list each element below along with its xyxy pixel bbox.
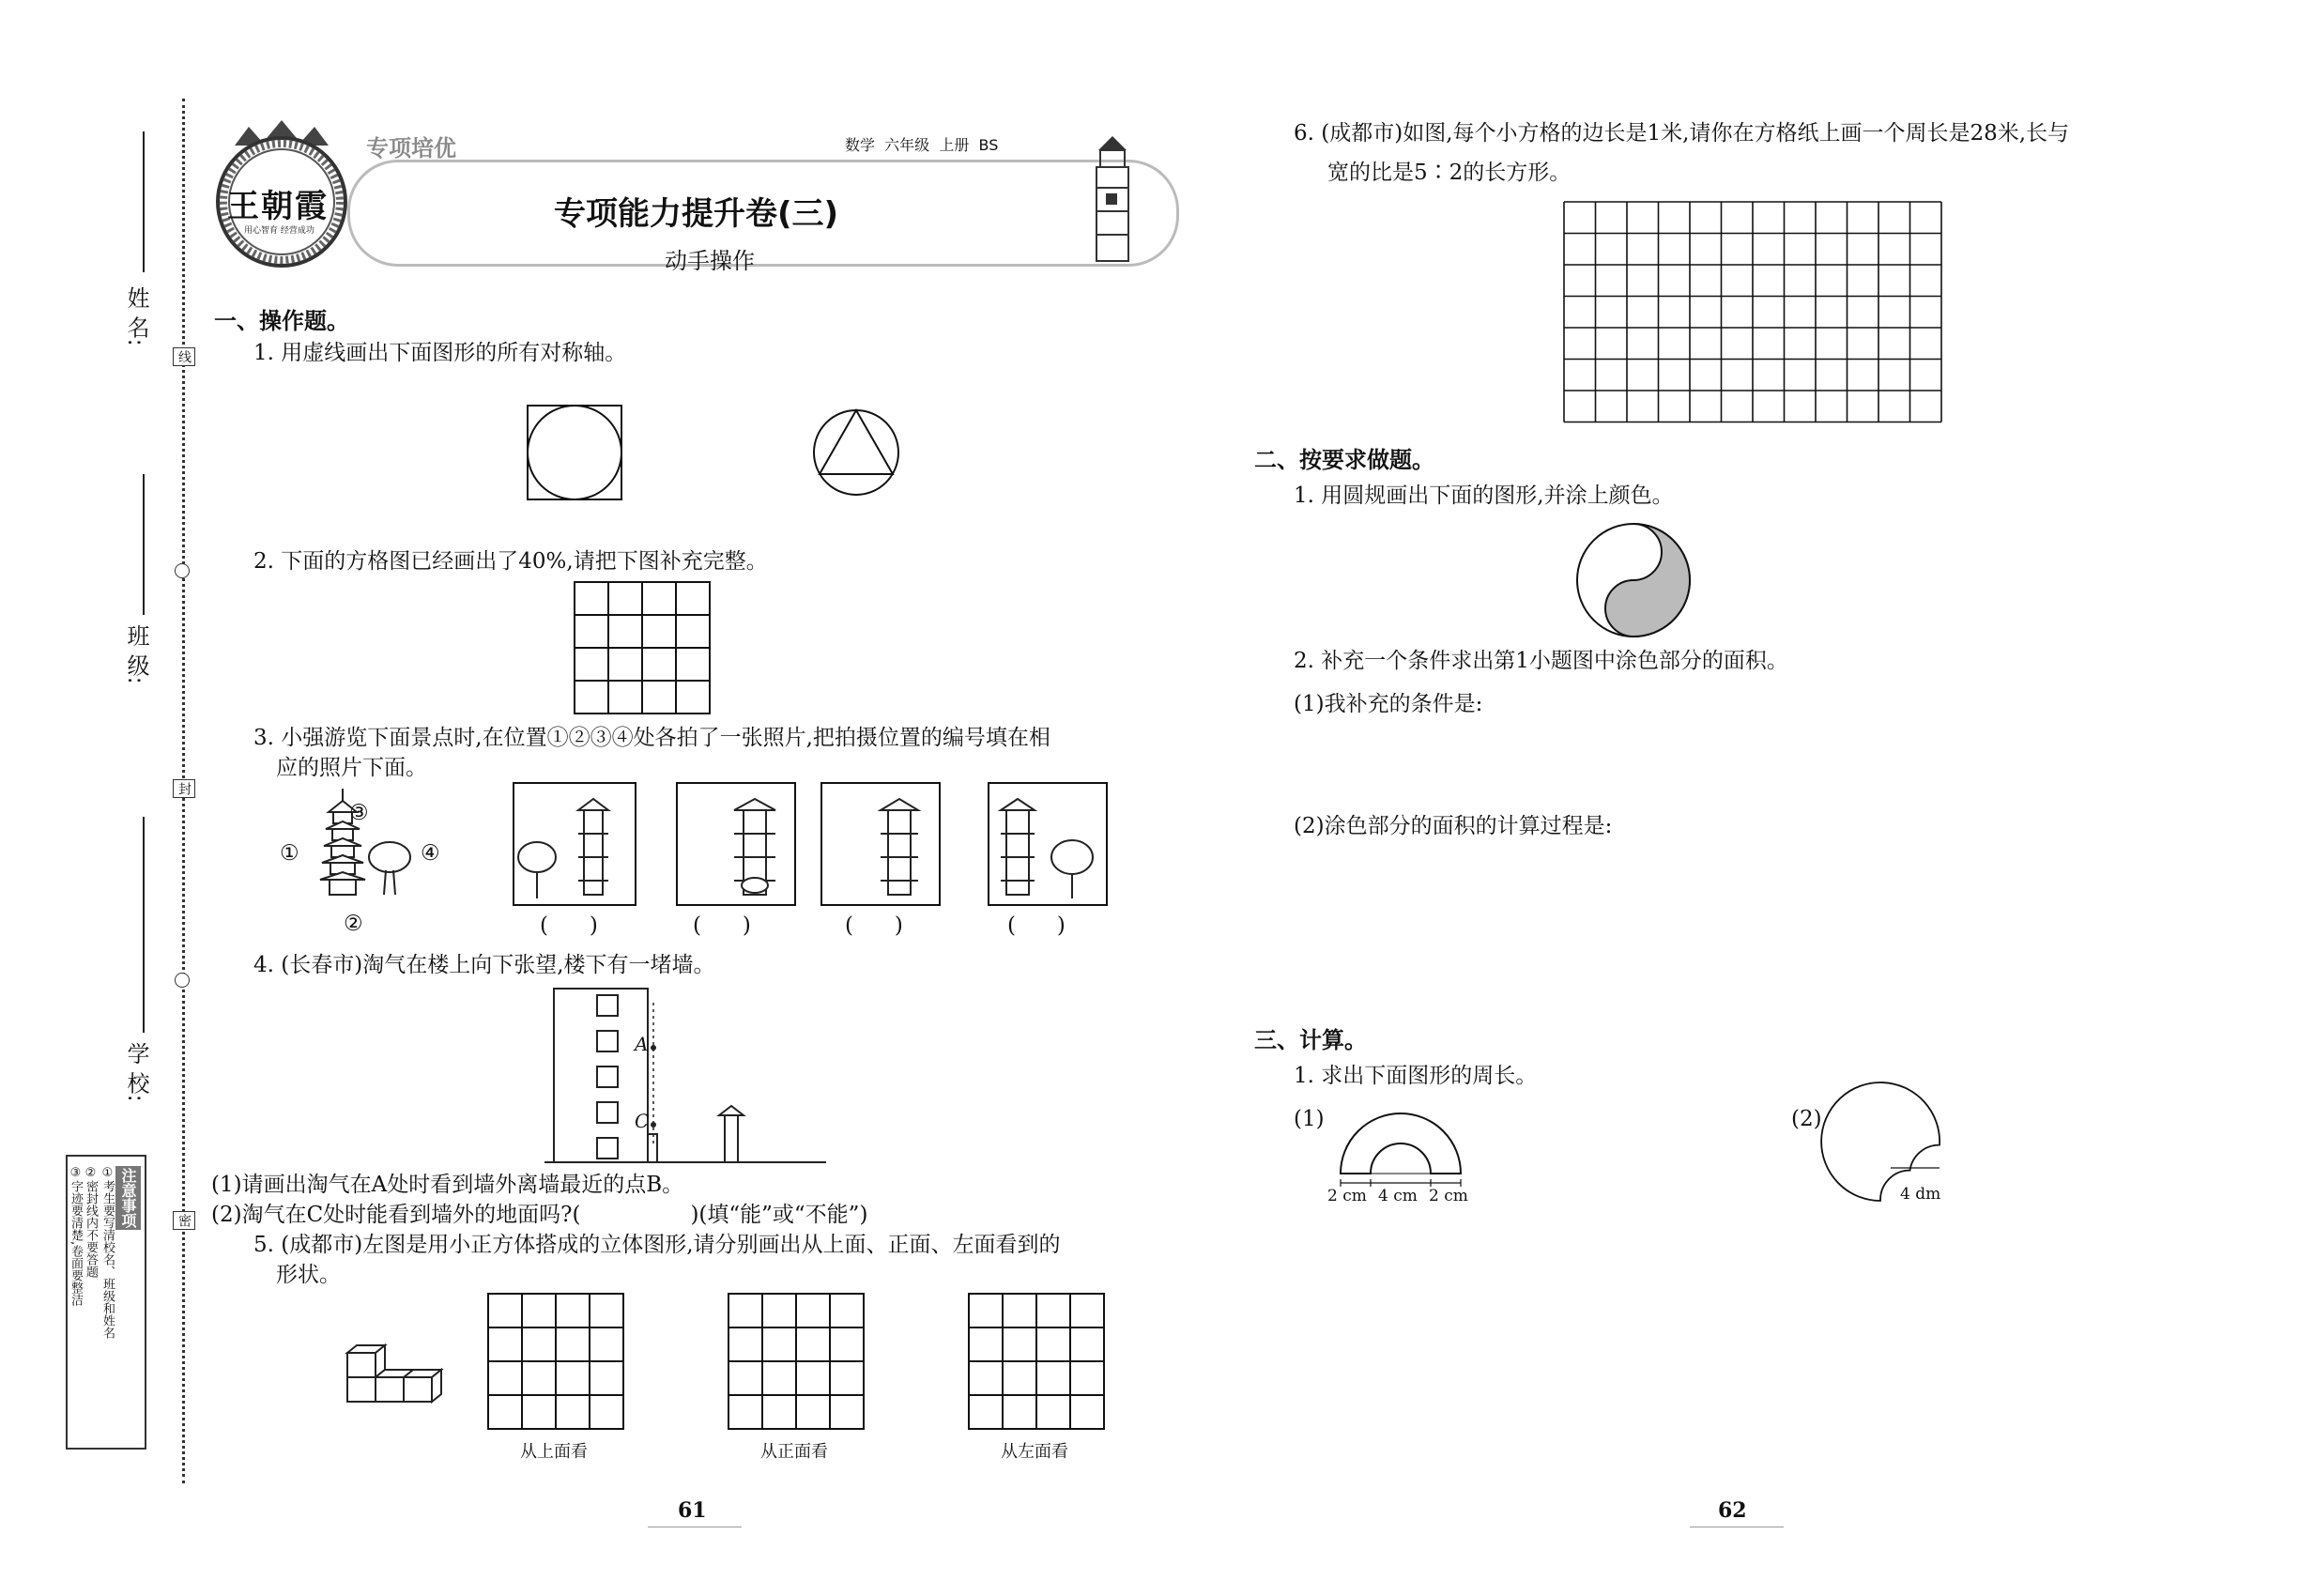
q5-grid-top[interactable] xyxy=(488,1294,627,1431)
q6-grid[interactable] xyxy=(1564,202,1949,427)
fig-1-dim-1: 2 cm xyxy=(1327,1187,1367,1205)
section-2-q2: 2. 补充一个条件求出第1小题图中涂色部分的面积。 xyxy=(1294,649,1788,673)
pos-3: ③ xyxy=(349,801,369,825)
q5-grid-front[interactable] xyxy=(728,1294,867,1431)
header xyxy=(207,113,1202,282)
page-number-left: 61 xyxy=(678,1498,707,1523)
seal-tag-seal: 封 xyxy=(173,779,195,798)
notice-title: 注意事项 xyxy=(115,1166,141,1230)
q5-grid-left[interactable] xyxy=(969,1294,1108,1431)
question-3-line1: 3. 小强游览下面景点时,在位置①②③④处各拍了一张照片,把拍摄位置的编号填在相 xyxy=(253,726,1050,750)
paper-title: 专项能力提升卷(三) xyxy=(554,195,839,233)
question-2: 2. 下面的方格图已经画出了40%,请把下图补充完整。 xyxy=(253,549,768,574)
pos-1: ① xyxy=(280,841,299,866)
arc-shape-figure xyxy=(1829,1100,1970,1213)
seal-circle-2 xyxy=(175,973,190,988)
question-5-line1: 5. (成都市)左图是用小正方体搭成的立体图形,请分别画出从上面、正面、左面看到的 xyxy=(253,1233,1061,1257)
section-3-heading: 三、计算。 xyxy=(1254,1027,1367,1053)
wall xyxy=(725,1115,738,1162)
name-line[interactable] xyxy=(143,131,146,272)
photo-1-blank[interactable]: ( ) xyxy=(540,913,598,938)
name-label: 姓 名: xyxy=(123,286,149,346)
question-6-line1: 6. (成都市)如图,每个小方格的边长是1米,请你在方格纸上画一个周长是28米,长与 xyxy=(1294,121,2070,146)
class-line[interactable] xyxy=(143,474,146,615)
binding-margin xyxy=(0,0,192,1596)
section-2-q1: 1. 用圆规画出下面的图形,并涂上颜色。 xyxy=(1294,483,1674,508)
section-2-heading: 二、按要求做题。 xyxy=(1254,447,1434,473)
seal-tag-line: 线 xyxy=(173,347,195,366)
q5-cubes xyxy=(345,1328,458,1404)
fig-1-dim-3: 2 cm xyxy=(1429,1187,1468,1205)
school-line[interactable] xyxy=(143,817,146,1033)
q4-building-scene xyxy=(544,984,826,1172)
notice-item-1: ①考生要写清校名、班级和姓名 xyxy=(100,1166,115,1339)
fig-2-label: (2) xyxy=(1791,1107,1822,1131)
question-5-line2: 形状。 xyxy=(276,1263,341,1287)
circle-in-square xyxy=(528,406,621,499)
circle-with-triangle xyxy=(814,410,898,495)
question-1: 1. 用虚线画出下面图形的所有对称轴。 xyxy=(253,341,627,365)
label-c: C xyxy=(635,1110,650,1132)
label-a: A xyxy=(635,1033,649,1055)
section-3-q1: 1. 求出下面图形的周长。 xyxy=(1294,1064,1538,1088)
page-number-right: 62 xyxy=(1718,1498,1747,1523)
q1-figures xyxy=(526,404,901,507)
section-2-q2-sub2: (2)涂色部分的面积的计算过程是: xyxy=(1294,814,1613,838)
paper-subtitle: 动手操作 xyxy=(665,248,755,274)
fig-1-label: (1) xyxy=(1294,1107,1325,1131)
photo-3-blank[interactable]: ( ) xyxy=(845,913,903,938)
tree-icon xyxy=(369,842,410,895)
seal-tag-dense: 密 xyxy=(173,1211,195,1230)
pos-4: ④ xyxy=(421,841,440,866)
view-top-label: 从上面看 xyxy=(520,1442,588,1462)
q2-grid[interactable] xyxy=(575,582,715,718)
notice-box xyxy=(66,1155,146,1450)
yin-yang-figure xyxy=(1575,522,1697,644)
photo-4-blank[interactable]: ( ) xyxy=(1007,913,1066,938)
logo-sub: 用心智育 经营成功 xyxy=(244,226,314,236)
class-label: 班 级: xyxy=(123,624,149,684)
question-4-sub2[interactable]: (2)淘气在C处时能看到墙外的地面吗?( )(填“能”或“不能”) xyxy=(211,1203,868,1227)
fig-1-dim-2: 4 cm xyxy=(1378,1187,1418,1205)
question-6-line2: 宽的比是5∶2的长方形。 xyxy=(1327,161,1572,185)
semi-annulus-figure xyxy=(1337,1100,1478,1194)
notice-item-2: ②密封线内不要答题 xyxy=(84,1166,98,1278)
question-3-line2: 应的照片下面。 xyxy=(276,756,427,780)
fig-2-dim: 4 dm xyxy=(1900,1185,1941,1204)
lighthouse-icon xyxy=(1080,131,1155,263)
question-4-sub1: (1)请画出淘气在A处时看到墙外离墙最近的点B。 xyxy=(211,1173,684,1197)
photo-2-blank[interactable]: ( ) xyxy=(693,913,751,938)
view-front-label: 从正面看 xyxy=(760,1442,828,1462)
question-4: 4. (长春市)淘气在楼上向下张望,楼下有一堵墙。 xyxy=(253,953,715,977)
view-left-label: 从左面看 xyxy=(1001,1442,1068,1462)
section-1-heading: 一、操作题。 xyxy=(214,308,349,334)
school-label: 学 校: xyxy=(123,1042,149,1102)
notice-item-3: ③字迹要清楚,卷面要整洁 xyxy=(69,1166,83,1307)
seal-circle-1 xyxy=(175,563,190,578)
logo-text: 王朝霞 xyxy=(227,188,329,225)
series-label: 专项培优 xyxy=(366,135,456,161)
section-2-q2-sub1: (1)我补充的条件是: xyxy=(1294,692,1483,716)
photo-drawings xyxy=(513,782,1113,904)
pos-2: ② xyxy=(344,912,363,936)
meta-label: 数学 六年级 上册 BS xyxy=(845,136,999,154)
